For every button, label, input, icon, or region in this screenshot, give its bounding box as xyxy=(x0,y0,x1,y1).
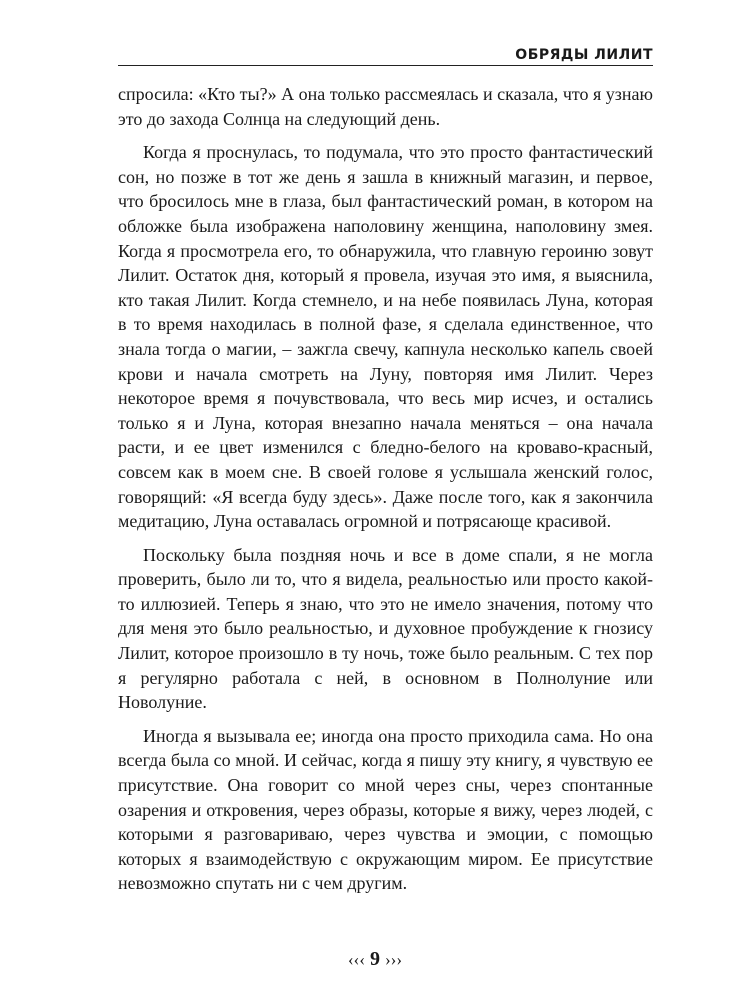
paragraph-2: Когда я проснулась, то подумала, что это просто фантастический сон, но позже в тот же день я зашла в книжный магазин, и первое, что бросилось мне в глаза, был фантастический роман, в котором на обложке была изображена наполовину женщина, наполовину змея. Когда я просмотрела его, то обнаружила, что главную героиню зовут Лилит. Остаток дня, который я провела, изучая это имя, я выяснила, кто такая Лилит. Когда стемнело, и на небе появилась Луна, которая в то время находилась в полной фазе, я сделала единственное, что знала тогда о магии, – зажгла свечу, капнула несколько капель своей крови и начала смотреть на Луну, повторяя имя Лилит. Через некоторое время я почувствовала, что весь мир исчез, и остались только я и Луна, которая внезапно начала меняться – она начала расти, и ее цвет изменился с бледно-белого на кроваво-красный, совсем как в моем сне. В своей голове я услышала женский голос, говорящий: «Я всегда буду здесь». Даже после того, как я закончила медитацию, Луна оставалась огромной и потрясающе красивой. xyxy=(118,142,653,532)
page-number xyxy=(0,948,750,971)
paragraph-4: Иногда я вызывала ее; иногда она просто приходила сама. Но она всегда была со мной. И сейчас, когда я пишу эту книгу, я чувствую ее присутствие. Она говорит со мной через сны, через спонтанные озарения и откровения, через образы, которые я вижу, через людей, с которыми я разговариваю, через чувства и эмоции, с помощью которых я взаимодействую с окружающим миром. Ее присутствие невозможно спутать ни с чем другим. xyxy=(118,725,653,894)
header-rule xyxy=(118,65,653,66)
running-header xyxy=(118,46,653,66)
paragraph-3: Поскольку была поздняя ночь и все в доме спали, я не могла проверить, было ли то, что я видела, реальностью или просто какой-то иллюзией. Теперь я знаю, что это не имело значения, потому что для меня это было реальностью, и духовное пробуждение к гнозису Лилит, которое произошло в ту ночь, тоже было реальным. С тех пор я регулярно работала с ней, в основном в Полнолуние или Новолуние. xyxy=(118,544,653,713)
running-header-title: ОБРЯДЫ ЛИЛИТ xyxy=(505,46,653,64)
folio-number: 9 xyxy=(370,948,380,970)
folio-left-mark: ‹‹‹ xyxy=(348,950,365,969)
paragraph-1: спросила: «Кто ты?» А она только рассмеялась и сказала, что я узнаю это до захода Солнца на следующий день. xyxy=(118,84,653,129)
body-text xyxy=(118,82,653,896)
folio-right-mark: ››› xyxy=(385,950,402,969)
